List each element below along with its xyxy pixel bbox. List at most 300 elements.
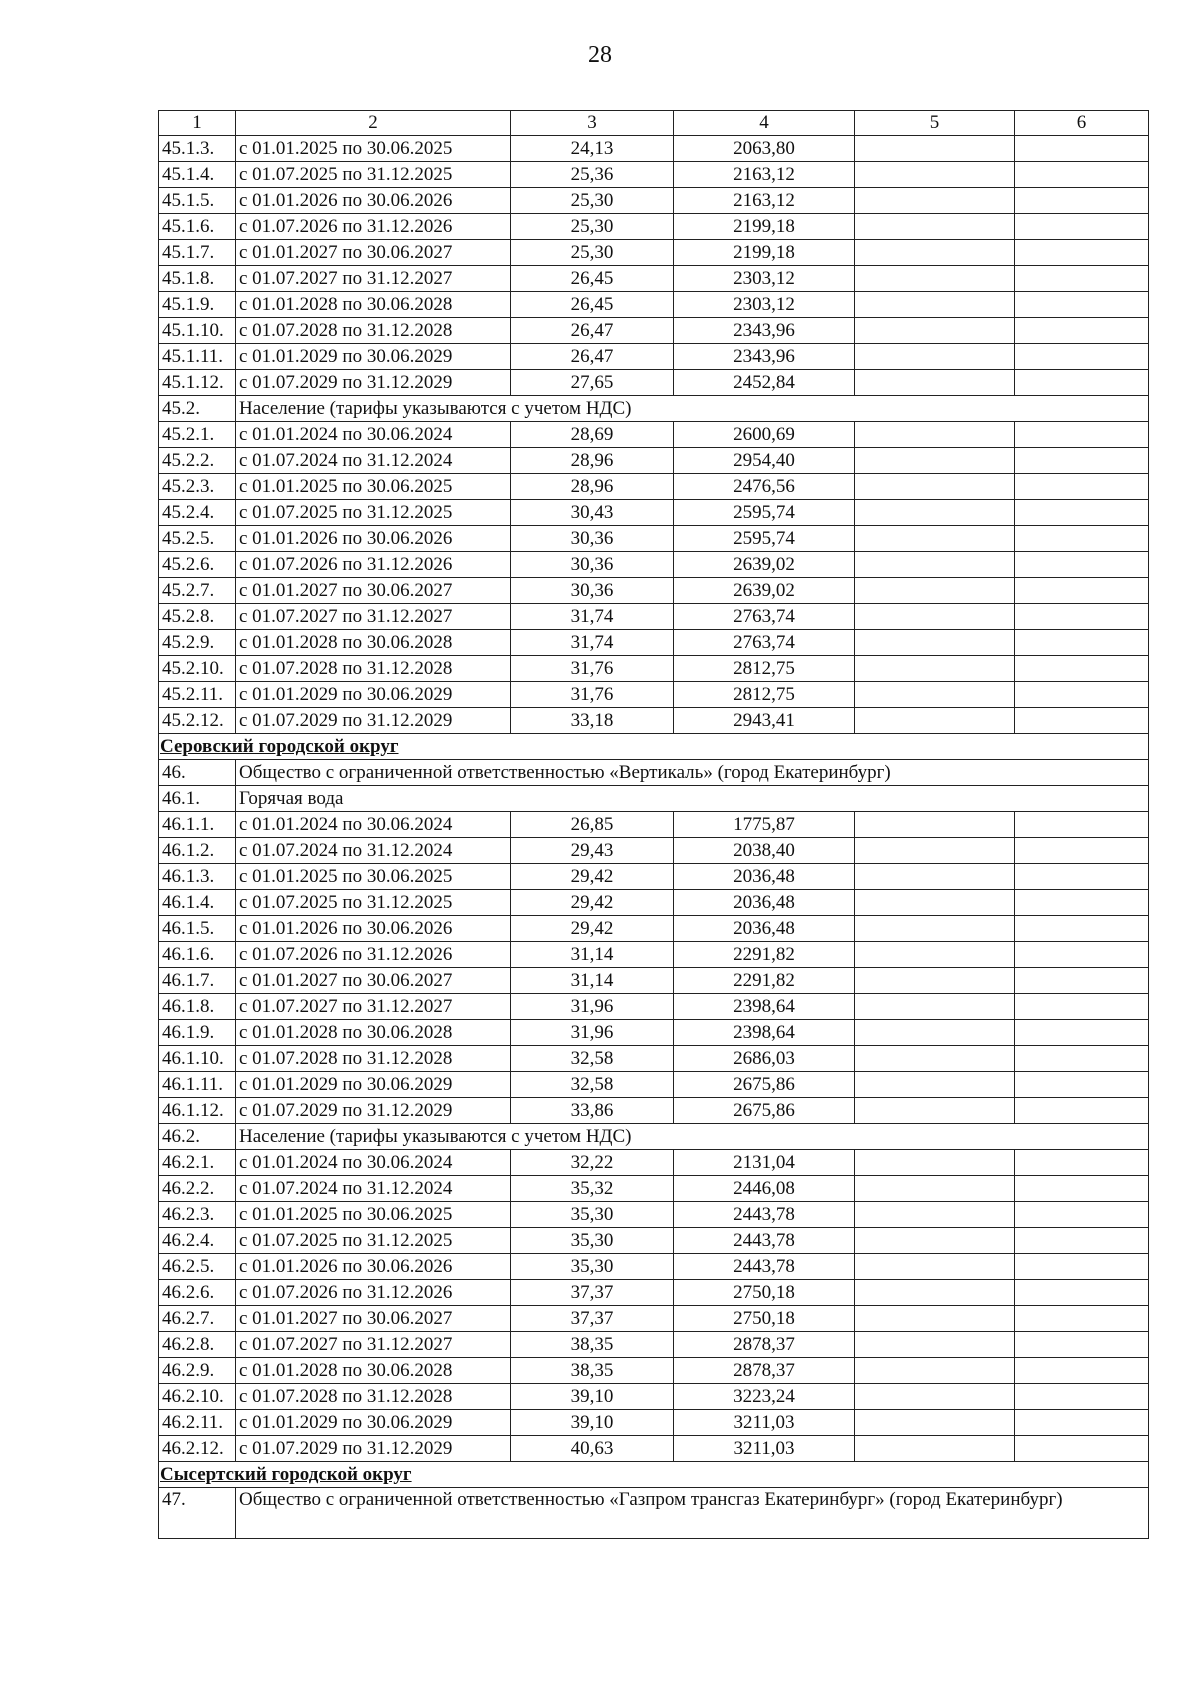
value-col4-cell: 2131,04: [674, 1150, 855, 1176]
value-col3-cell: 33,18: [511, 708, 674, 734]
table-row: [159, 1306, 1149, 1332]
period-cell: с 01.07.2027 по 31.12.2027: [236, 1332, 511, 1358]
value-col3-cell: 38,35: [511, 1332, 674, 1358]
period-cell: с 01.01.2024 по 30.06.2024: [236, 812, 511, 838]
row-number-cell: 46.2.4.: [159, 1228, 236, 1254]
period-cell: с 01.07.2024 по 31.12.2024: [236, 1176, 511, 1202]
period-cell: с 01.07.2026 по 31.12.2026: [236, 552, 511, 578]
value-col3-cell: 28,96: [511, 474, 674, 500]
period-cell: с 01.01.2029 по 30.06.2029: [236, 344, 511, 370]
table-row: [159, 266, 1149, 292]
table-row: [159, 214, 1149, 240]
row-number-cell: 46.1.4.: [159, 890, 236, 916]
value-col4-cell: 2343,96: [674, 344, 855, 370]
group-heading-cell: Горячая вода: [236, 786, 1149, 812]
table-row: [159, 1280, 1149, 1306]
table-row: [159, 136, 1149, 162]
column-header: 1: [159, 111, 236, 136]
table-row: [159, 1150, 1149, 1176]
row-number-cell: 46.2.11.: [159, 1410, 236, 1436]
value-col4-cell: 2443,78: [674, 1228, 855, 1254]
row-number-cell: 45.2.9.: [159, 630, 236, 656]
row-number-cell: 46.2.12.: [159, 1436, 236, 1462]
value-col4-cell: 2063,80: [674, 136, 855, 162]
row-number-cell: 46.2.8.: [159, 1332, 236, 1358]
empty-col5-cell: [855, 448, 1015, 474]
row-number-cell: 45.2.11.: [159, 682, 236, 708]
period-cell: с 01.01.2026 по 30.06.2026: [236, 188, 511, 214]
value-col3-cell: 27,65: [511, 370, 674, 396]
empty-col6-cell: [1015, 162, 1149, 188]
table-header-row: [159, 111, 1149, 136]
period-cell: с 01.01.2027 по 30.06.2027: [236, 1306, 511, 1332]
table-row: [159, 838, 1149, 864]
period-cell: с 01.01.2028 по 30.06.2028: [236, 1020, 511, 1046]
row-number-cell: 46.1.: [159, 786, 236, 812]
empty-col6-cell: [1015, 292, 1149, 318]
table-row: [159, 1384, 1149, 1410]
period-cell: с 01.01.2026 по 30.06.2026: [236, 916, 511, 942]
empty-col6-cell: [1015, 500, 1149, 526]
empty-col6-cell: [1015, 838, 1149, 864]
period-cell: с 01.01.2028 по 30.06.2028: [236, 1358, 511, 1384]
period-cell: с 01.07.2024 по 31.12.2024: [236, 448, 511, 474]
empty-col5-cell: [855, 136, 1015, 162]
group-heading-row: [159, 1124, 1149, 1150]
empty-col6-cell: [1015, 474, 1149, 500]
period-cell: с 01.07.2027 по 31.12.2027: [236, 604, 511, 630]
group-heading-cell: Население (тарифы указываются с учетом НДС): [236, 1124, 1149, 1150]
period-cell: с 01.07.2025 по 31.12.2025: [236, 1228, 511, 1254]
value-col4-cell: 2639,02: [674, 578, 855, 604]
table-row: [159, 344, 1149, 370]
row-number-cell: 45.2.1.: [159, 422, 236, 448]
empty-col5-cell: [855, 292, 1015, 318]
value-col4-cell: 2163,12: [674, 188, 855, 214]
value-col3-cell: 25,30: [511, 188, 674, 214]
section-title-cell: Сысертский городской округ: [159, 1462, 1149, 1488]
table-row: [159, 552, 1149, 578]
value-col3-cell: 31,14: [511, 968, 674, 994]
period-cell: с 01.01.2029 по 30.06.2029: [236, 1072, 511, 1098]
empty-col6-cell: [1015, 1280, 1149, 1306]
value-col4-cell: 2639,02: [674, 552, 855, 578]
row-number-cell: 45.1.6.: [159, 214, 236, 240]
empty-col6-cell: [1015, 1358, 1149, 1384]
row-number-cell: 45.1.12.: [159, 370, 236, 396]
empty-col6-cell: [1015, 916, 1149, 942]
value-col4-cell: 2878,37: [674, 1358, 855, 1384]
empty-col5-cell: [855, 500, 1015, 526]
value-col4-cell: 3223,24: [674, 1384, 855, 1410]
empty-col6-cell: [1015, 890, 1149, 916]
period-cell: с 01.07.2028 по 31.12.2028: [236, 1046, 511, 1072]
value-col3-cell: 29,42: [511, 890, 674, 916]
row-number-cell: 46.2.1.: [159, 1150, 236, 1176]
group-heading-row: [159, 1488, 1149, 1539]
empty-col6-cell: [1015, 994, 1149, 1020]
value-col4-cell: 2878,37: [674, 1332, 855, 1358]
group-heading-cell: Общество с ограниченной ответственностью «Вертикаль» (город Екатеринбург): [236, 760, 1149, 786]
empty-col5-cell: [855, 552, 1015, 578]
empty-col6-cell: [1015, 136, 1149, 162]
empty-col5-cell: [855, 1410, 1015, 1436]
empty-col5-cell: [855, 344, 1015, 370]
row-number-cell: 46.1.2.: [159, 838, 236, 864]
value-col3-cell: 31,96: [511, 994, 674, 1020]
value-col3-cell: 29,43: [511, 838, 674, 864]
row-number-cell: 46.1.10.: [159, 1046, 236, 1072]
value-col4-cell: 2291,82: [674, 942, 855, 968]
value-col4-cell: 2199,18: [674, 214, 855, 240]
value-col3-cell: 28,69: [511, 422, 674, 448]
row-number-cell: 46.1.12.: [159, 1098, 236, 1124]
table-row: [159, 656, 1149, 682]
value-col4-cell: 2303,12: [674, 292, 855, 318]
value-col3-cell: 32,22: [511, 1150, 674, 1176]
period-cell: с 01.07.2029 по 31.12.2029: [236, 1436, 511, 1462]
row-number-cell: 45.1.3.: [159, 136, 236, 162]
value-col3-cell: 26,47: [511, 344, 674, 370]
value-col3-cell: 31,74: [511, 604, 674, 630]
empty-col5-cell: [855, 526, 1015, 552]
value-col3-cell: 33,86: [511, 1098, 674, 1124]
period-cell: с 01.01.2029 по 30.06.2029: [236, 682, 511, 708]
period-cell: с 01.01.2029 по 30.06.2029: [236, 1410, 511, 1436]
empty-col6-cell: [1015, 1254, 1149, 1280]
row-number-cell: 45.1.10.: [159, 318, 236, 344]
row-number-cell: 45.1.4.: [159, 162, 236, 188]
value-col4-cell: 2943,41: [674, 708, 855, 734]
row-number-cell: 46.1.5.: [159, 916, 236, 942]
table-row: [159, 318, 1149, 344]
table-row: [159, 604, 1149, 630]
empty-col6-cell: [1015, 1332, 1149, 1358]
row-number-cell: 46.: [159, 760, 236, 786]
value-col4-cell: 2303,12: [674, 266, 855, 292]
table-row: [159, 1410, 1149, 1436]
period-cell: с 01.01.2025 по 30.06.2025: [236, 864, 511, 890]
value-col3-cell: 31,74: [511, 630, 674, 656]
value-col3-cell: 32,58: [511, 1046, 674, 1072]
row-number-cell: 45.2.2.: [159, 448, 236, 474]
empty-col5-cell: [855, 266, 1015, 292]
empty-col5-cell: [855, 214, 1015, 240]
period-cell: с 01.07.2025 по 31.12.2025: [236, 890, 511, 916]
period-cell: с 01.01.2027 по 30.06.2027: [236, 578, 511, 604]
table-row: [159, 422, 1149, 448]
row-number-cell: 45.2.10.: [159, 656, 236, 682]
value-col4-cell: 2763,74: [674, 630, 855, 656]
value-col3-cell: 35,30: [511, 1202, 674, 1228]
empty-col5-cell: [855, 162, 1015, 188]
empty-col6-cell: [1015, 1072, 1149, 1098]
empty-col6-cell: [1015, 526, 1149, 552]
empty-col6-cell: [1015, 266, 1149, 292]
column-header: 4: [674, 111, 855, 136]
value-col4-cell: 2036,48: [674, 864, 855, 890]
row-number-cell: 46.1.7.: [159, 968, 236, 994]
empty-col6-cell: [1015, 968, 1149, 994]
table-row: [159, 292, 1149, 318]
section-title-cell: Серовский городской округ: [159, 734, 1149, 760]
period-cell: с 01.07.2026 по 31.12.2026: [236, 1280, 511, 1306]
period-cell: с 01.01.2028 по 30.06.2028: [236, 292, 511, 318]
table-row: [159, 578, 1149, 604]
value-col3-cell: 26,85: [511, 812, 674, 838]
table-row: [159, 1436, 1149, 1462]
empty-col6-cell: [1015, 1306, 1149, 1332]
value-col3-cell: 29,42: [511, 916, 674, 942]
empty-col6-cell: [1015, 422, 1149, 448]
empty-col5-cell: [855, 1228, 1015, 1254]
empty-col5-cell: [855, 1254, 1015, 1280]
empty-col6-cell: [1015, 656, 1149, 682]
group-heading-cell: Общество с ограниченной ответственностью «Газпром трансгаз Екатеринбург» (город Екатеринбург): [236, 1488, 1149, 1539]
period-cell: с 01.07.2029 по 31.12.2029: [236, 708, 511, 734]
row-number-cell: 45.1.11.: [159, 344, 236, 370]
group-heading-cell: Население (тарифы указываются с учетом НДС): [236, 396, 1149, 422]
empty-col6-cell: [1015, 1384, 1149, 1410]
period-cell: с 01.01.2027 по 30.06.2027: [236, 968, 511, 994]
row-number-cell: 45.2.4.: [159, 500, 236, 526]
empty-col5-cell: [855, 1150, 1015, 1176]
period-cell: с 01.07.2028 по 31.12.2028: [236, 318, 511, 344]
table-row: [159, 1358, 1149, 1384]
empty-col5-cell: [855, 604, 1015, 630]
empty-col5-cell: [855, 812, 1015, 838]
period-cell: с 01.07.2026 по 31.12.2026: [236, 942, 511, 968]
value-col4-cell: 2452,84: [674, 370, 855, 396]
empty-col5-cell: [855, 630, 1015, 656]
value-col3-cell: 25,30: [511, 240, 674, 266]
table-row: [159, 1020, 1149, 1046]
table-row: [159, 370, 1149, 396]
column-header: 5: [855, 111, 1015, 136]
value-col4-cell: 2443,78: [674, 1202, 855, 1228]
empty-col6-cell: [1015, 448, 1149, 474]
row-number-cell: 46.2.7.: [159, 1306, 236, 1332]
period-cell: с 01.07.2026 по 31.12.2026: [236, 214, 511, 240]
value-col4-cell: 1775,87: [674, 812, 855, 838]
value-col4-cell: 2595,74: [674, 500, 855, 526]
value-col4-cell: 2199,18: [674, 240, 855, 266]
value-col3-cell: 25,30: [511, 214, 674, 240]
value-col3-cell: 26,47: [511, 318, 674, 344]
empty-col5-cell: [855, 1358, 1015, 1384]
section-title-row: [159, 734, 1149, 760]
value-col4-cell: 2763,74: [674, 604, 855, 630]
empty-col5-cell: [855, 864, 1015, 890]
empty-col5-cell: [855, 1046, 1015, 1072]
value-col3-cell: 28,96: [511, 448, 674, 474]
group-heading-row: [159, 786, 1149, 812]
empty-col5-cell: [855, 890, 1015, 916]
empty-col6-cell: [1015, 812, 1149, 838]
row-number-cell: 46.1.1.: [159, 812, 236, 838]
period-cell: с 01.01.2027 по 30.06.2027: [236, 240, 511, 266]
table-row: [159, 864, 1149, 890]
empty-col5-cell: [855, 474, 1015, 500]
table-row: [159, 708, 1149, 734]
value-col3-cell: 29,42: [511, 864, 674, 890]
row-number-cell: 45.2.3.: [159, 474, 236, 500]
empty-col6-cell: [1015, 1228, 1149, 1254]
period-cell: с 01.07.2027 по 31.12.2027: [236, 994, 511, 1020]
value-col4-cell: 2812,75: [674, 656, 855, 682]
value-col4-cell: 2291,82: [674, 968, 855, 994]
table-row: [159, 474, 1149, 500]
period-cell: с 01.01.2025 по 30.06.2025: [236, 136, 511, 162]
table-row: [159, 1228, 1149, 1254]
value-col4-cell: 2036,48: [674, 916, 855, 942]
empty-col5-cell: [855, 1202, 1015, 1228]
table-row: [159, 1098, 1149, 1124]
empty-col6-cell: [1015, 1202, 1149, 1228]
empty-col6-cell: [1015, 942, 1149, 968]
empty-col5-cell: [855, 1332, 1015, 1358]
column-header: 3: [511, 111, 674, 136]
table-row: [159, 500, 1149, 526]
period-cell: с 01.01.2024 по 30.06.2024: [236, 1150, 511, 1176]
row-number-cell: 45.1.7.: [159, 240, 236, 266]
value-col3-cell: 35,30: [511, 1228, 674, 1254]
empty-col5-cell: [855, 1176, 1015, 1202]
page-number: 28: [588, 42, 612, 68]
period-cell: с 01.07.2024 по 31.12.2024: [236, 838, 511, 864]
value-col4-cell: 2675,86: [674, 1072, 855, 1098]
row-number-cell: 45.1.5.: [159, 188, 236, 214]
empty-col5-cell: [855, 370, 1015, 396]
row-number-cell: 45.2.5.: [159, 526, 236, 552]
empty-col6-cell: [1015, 1098, 1149, 1124]
period-cell: с 01.07.2027 по 31.12.2027: [236, 266, 511, 292]
empty-col5-cell: [855, 968, 1015, 994]
value-col3-cell: 31,76: [511, 682, 674, 708]
value-col3-cell: 32,58: [511, 1072, 674, 1098]
row-number-cell: 46.1.9.: [159, 1020, 236, 1046]
empty-col6-cell: [1015, 1150, 1149, 1176]
row-number-cell: 46.2.10.: [159, 1384, 236, 1410]
empty-col6-cell: [1015, 578, 1149, 604]
group-heading-row: [159, 396, 1149, 422]
empty-col5-cell: [855, 1384, 1015, 1410]
row-number-cell: 45.2.8.: [159, 604, 236, 630]
row-number-cell: 45.2.: [159, 396, 236, 422]
tariff-table-body: [159, 111, 1149, 1539]
table-row: [159, 968, 1149, 994]
row-number-cell: 46.2.: [159, 1124, 236, 1150]
table-row: [159, 942, 1149, 968]
value-col4-cell: 2954,40: [674, 448, 855, 474]
value-col4-cell: 2476,56: [674, 474, 855, 500]
row-number-cell: 47.: [159, 1488, 236, 1539]
row-number-cell: 45.1.8.: [159, 266, 236, 292]
row-number-cell: 46.2.9.: [159, 1358, 236, 1384]
period-cell: с 01.07.2025 по 31.12.2025: [236, 500, 511, 526]
empty-col5-cell: [855, 188, 1015, 214]
value-col4-cell: 2443,78: [674, 1254, 855, 1280]
table-row: [159, 890, 1149, 916]
empty-col6-cell: [1015, 344, 1149, 370]
value-col4-cell: 2600,69: [674, 422, 855, 448]
empty-col5-cell: [855, 578, 1015, 604]
period-cell: с 01.01.2025 по 30.06.2025: [236, 474, 511, 500]
row-number-cell: 46.1.6.: [159, 942, 236, 968]
table-row: [159, 162, 1149, 188]
empty-col6-cell: [1015, 708, 1149, 734]
value-col3-cell: 39,10: [511, 1410, 674, 1436]
row-number-cell: 45.1.9.: [159, 292, 236, 318]
row-number-cell: 46.1.3.: [159, 864, 236, 890]
empty-col5-cell: [855, 1280, 1015, 1306]
empty-col6-cell: [1015, 318, 1149, 344]
value-col4-cell: 2343,96: [674, 318, 855, 344]
value-col4-cell: 2750,18: [674, 1280, 855, 1306]
value-col4-cell: 2750,18: [674, 1306, 855, 1332]
empty-col5-cell: [855, 682, 1015, 708]
row-number-cell: 46.2.2.: [159, 1176, 236, 1202]
value-col4-cell: 2398,64: [674, 994, 855, 1020]
empty-col5-cell: [855, 656, 1015, 682]
empty-col6-cell: [1015, 1046, 1149, 1072]
empty-col5-cell: [855, 838, 1015, 864]
empty-col5-cell: [855, 422, 1015, 448]
tariff-table: [158, 110, 1149, 1539]
table-row: [159, 1202, 1149, 1228]
table-row: [159, 448, 1149, 474]
value-col3-cell: 25,36: [511, 162, 674, 188]
empty-col6-cell: [1015, 682, 1149, 708]
value-col3-cell: 26,45: [511, 292, 674, 318]
value-col3-cell: 37,37: [511, 1280, 674, 1306]
empty-col6-cell: [1015, 214, 1149, 240]
value-col3-cell: 37,37: [511, 1306, 674, 1332]
row-number-cell: 46.1.11.: [159, 1072, 236, 1098]
empty-col5-cell: [855, 1306, 1015, 1332]
value-col3-cell: 35,30: [511, 1254, 674, 1280]
period-cell: с 01.01.2026 по 30.06.2026: [236, 526, 511, 552]
table-row: [159, 188, 1149, 214]
column-header: 2: [236, 111, 511, 136]
empty-col5-cell: [855, 916, 1015, 942]
row-number-cell: 46.2.6.: [159, 1280, 236, 1306]
section-title-row: [159, 1462, 1149, 1488]
period-cell: с 01.07.2025 по 31.12.2025: [236, 162, 511, 188]
value-col3-cell: 39,10: [511, 1384, 674, 1410]
value-col4-cell: 2675,86: [674, 1098, 855, 1124]
table-row: [159, 240, 1149, 266]
value-col3-cell: 30,36: [511, 526, 674, 552]
value-col3-cell: 26,45: [511, 266, 674, 292]
empty-col6-cell: [1015, 1410, 1149, 1436]
value-col3-cell: 30,36: [511, 578, 674, 604]
value-col3-cell: 31,96: [511, 1020, 674, 1046]
value-col4-cell: 2038,40: [674, 838, 855, 864]
table-row: [159, 1176, 1149, 1202]
value-col3-cell: 40,63: [511, 1436, 674, 1462]
table-row: [159, 994, 1149, 1020]
row-number-cell: 45.2.7.: [159, 578, 236, 604]
empty-col6-cell: [1015, 552, 1149, 578]
empty-col6-cell: [1015, 1020, 1149, 1046]
row-number-cell: 45.2.6.: [159, 552, 236, 578]
value-col4-cell: 2036,48: [674, 890, 855, 916]
empty-col6-cell: [1015, 240, 1149, 266]
value-col3-cell: 30,43: [511, 500, 674, 526]
empty-col5-cell: [855, 708, 1015, 734]
period-cell: с 01.01.2028 по 30.06.2028: [236, 630, 511, 656]
